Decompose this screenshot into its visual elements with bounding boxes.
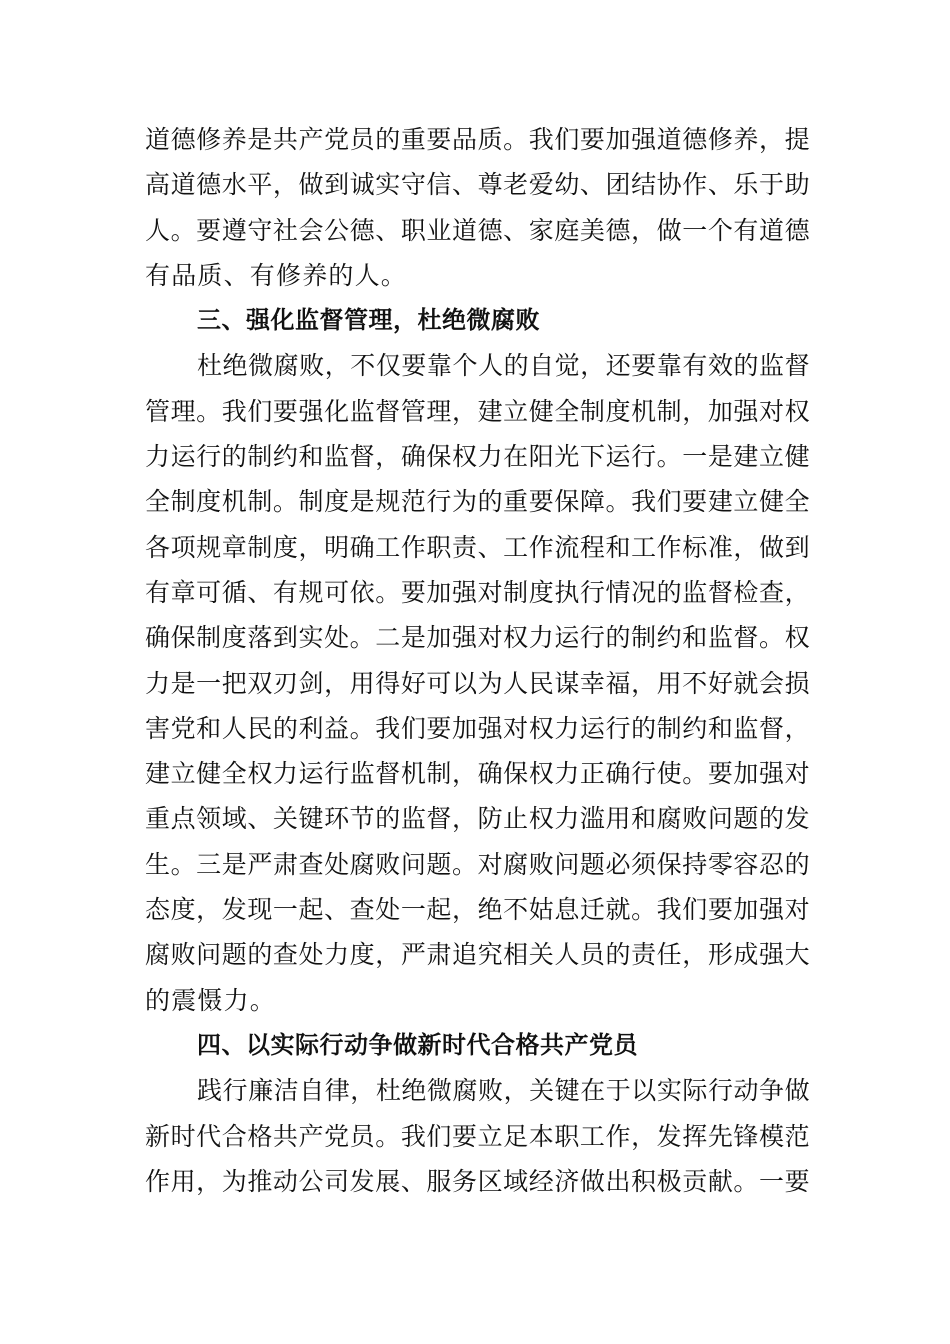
document-body	[145, 117, 810, 1204]
paragraph-line: 腐败问题的查处力度，严肃追究相关人员的责任，形成强大	[145, 940, 810, 970]
section-heading: 三、强化监督管理，杜绝微腐败	[197, 306, 540, 335]
paragraph-line: 人。要遵守社会公德、职业道德、家庭美德，做一个有道德	[145, 215, 810, 245]
paragraph-line: 高道德水平，做到诚实守信、尊老爱幼、团结协作、乐于助	[145, 170, 810, 200]
paragraph-line: 力运行的制约和监督，确保权力在阳光下运行。一是建立健	[145, 442, 810, 472]
paragraph-line: 重点领域、关键环节的监督，防止权力滥用和腐败问题的发	[145, 804, 810, 834]
paragraph-line: 践行廉洁自律，杜绝微腐败，关键在于以实际行动争做	[197, 1076, 810, 1106]
paragraph-line: 作用，为推动公司发展、服务区域经济做出积极贡献。一要	[145, 1166, 810, 1196]
paragraph-line: 有品质、有修养的人。	[145, 260, 408, 290]
paragraph-line: 确保制度落到实处。二是加强对权力运行的制约和监督。权	[145, 623, 810, 653]
paragraph-line: 力是一把双刃剑，用得好可以为人民谋幸福，用不好就会损	[145, 668, 810, 698]
paragraph-line: 各项规章制度，明确工作职责、工作流程和工作标准，做到	[145, 532, 810, 562]
paragraph-line: 态度，发现一起、查处一起，绝不姑息迁就。我们要加强对	[145, 895, 810, 925]
paragraph-line: 道德修养是共产党员的重要品质。我们要加强道德修养，提	[145, 125, 810, 154]
paragraph-line: 有章可循、有规可依。要加强对制度执行情况的监督检查，	[145, 577, 810, 607]
paragraph-line: 新时代合格共产党员。我们要立足本职工作，发挥先锋模范	[145, 1121, 810, 1151]
paragraph-line: 的震慑力。	[145, 985, 277, 1015]
paragraph-line: 管理。我们要强化监督管理，建立健全制度机制，加强对权	[145, 396, 810, 426]
paragraph-line: 建立健全权力运行监督机制，确保权力正确行使。要加强对	[145, 759, 810, 789]
paragraph-line: 全制度机制。制度是规范行为的重要保障。我们要建立健全	[145, 487, 810, 517]
paragraph-line: 生。三是严肃查处腐败问题。对腐败问题必须保持零容忍的	[145, 849, 810, 879]
paragraph-line: 害党和人民的利益。我们要加强对权力运行的制约和监督，	[145, 713, 810, 743]
paragraph-line: 杜绝微腐败，不仅要靠个人的自觉，还要靠有效的监督	[197, 351, 810, 381]
section-heading: 四、以实际行动争做新时代合格共产党员	[197, 1030, 638, 1059]
